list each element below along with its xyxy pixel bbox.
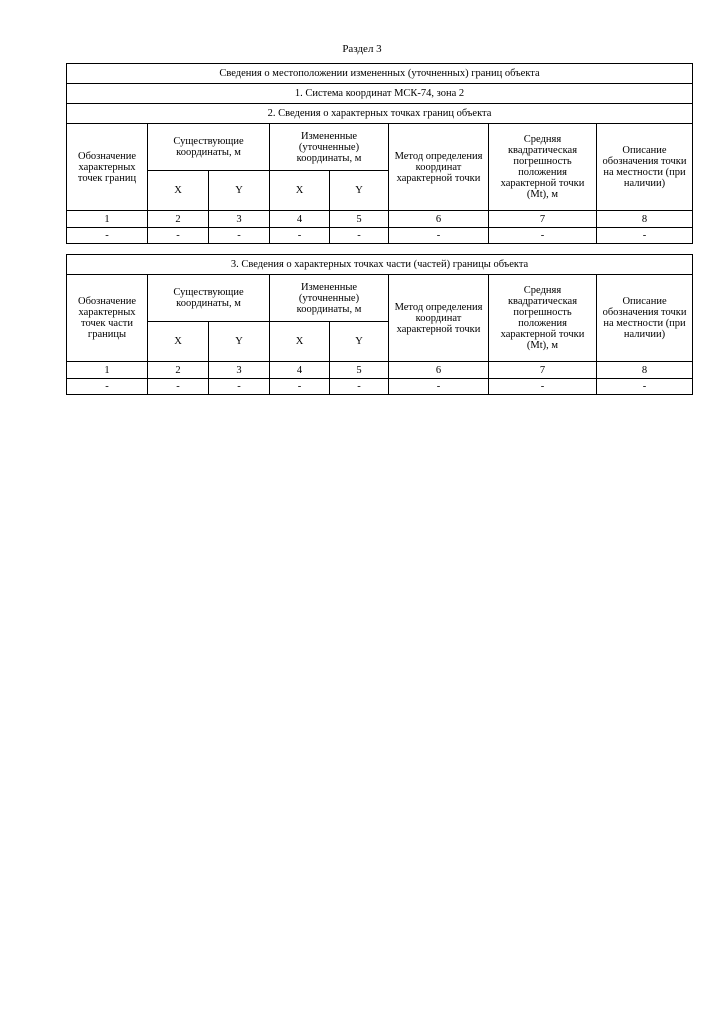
header-changed-coords: Измененные (уточненные) координаты, м	[270, 275, 389, 322]
column-number: 6	[389, 362, 489, 379]
header-method: Метод определения координат характерной точки	[389, 124, 489, 211]
table-cell: -	[67, 228, 148, 244]
subsection-title: 2. Сведения о характерных точках границ объекта	[67, 104, 693, 124]
header-description: Описание обозначения точки на местности (при наличии)	[597, 275, 693, 362]
column-number: 5	[330, 211, 389, 228]
table-cell: -	[489, 228, 597, 244]
table-cell: -	[148, 228, 209, 244]
subsection-title: 3. Сведения о характерных точках части (частей) границы объекта	[67, 255, 693, 275]
column-number: 3	[209, 362, 270, 379]
table-cell: -	[597, 228, 693, 244]
coordinate-system: 1. Система координат МСК-74, зона 2	[67, 84, 693, 104]
table-cell: -	[389, 228, 489, 244]
header-error: Средняя квадратическая погрешность положения характерной точки (Mt), м	[489, 124, 597, 211]
column-number: 6	[389, 211, 489, 228]
header-changed-y: Y	[330, 171, 389, 211]
column-number: 8	[597, 362, 693, 379]
header-existing-x: X	[148, 171, 209, 211]
column-number: 2	[148, 362, 209, 379]
header-changed-x: X	[270, 322, 330, 362]
header-existing-x: X	[148, 322, 209, 362]
table-cell: -	[389, 379, 489, 395]
header-existing-coords: Существующие координаты, м	[148, 124, 270, 171]
header-description: Описание обозначения точки на местности (при наличии)	[597, 124, 693, 211]
header-existing-y: Y	[209, 322, 270, 362]
column-number: 7	[489, 362, 597, 379]
column-number: 3	[209, 211, 270, 228]
header-error: Средняя квадратическая погрешность положения характерной точки (Mt), м	[489, 275, 597, 362]
table-cell: -	[67, 379, 148, 395]
table-cell: -	[148, 379, 209, 395]
table-row	[67, 228, 693, 244]
table-cell: -	[597, 379, 693, 395]
header-method: Метод определения координат характерной точки	[389, 275, 489, 362]
boundary-points-table	[66, 63, 693, 244]
header-designation: Обозначение характерных точек границ	[67, 124, 148, 211]
column-numbers-row	[67, 211, 693, 228]
table-title: Сведения о местоположении измененных (уточненных) границ объекта	[67, 64, 693, 84]
column-number: 5	[330, 362, 389, 379]
table-cell: -	[270, 379, 330, 395]
table-cell: -	[209, 379, 270, 395]
column-number: 2	[148, 211, 209, 228]
header-changed-y: Y	[330, 322, 389, 362]
column-number: 1	[67, 211, 148, 228]
header-changed-x: X	[270, 171, 330, 211]
header-existing-y: Y	[209, 171, 270, 211]
part-boundary-points-table	[66, 254, 693, 395]
table-cell: -	[330, 379, 389, 395]
header-designation: Обозначение характерных точек части границы	[67, 275, 148, 362]
column-numbers-row	[67, 362, 693, 379]
table-cell: -	[270, 228, 330, 244]
table-cell: -	[209, 228, 270, 244]
table-cell: -	[330, 228, 389, 244]
column-number: 1	[67, 362, 148, 379]
column-number: 7	[489, 211, 597, 228]
header-existing-coords: Существующие координаты, м	[148, 275, 270, 322]
section-title: Раздел 3	[342, 43, 382, 55]
table-row	[67, 379, 693, 395]
column-number: 8	[597, 211, 693, 228]
header-changed-coords: Измененные (уточненные) координаты, м	[270, 124, 389, 171]
column-number: 4	[270, 362, 330, 379]
table-cell: -	[489, 379, 597, 395]
column-number: 4	[270, 211, 330, 228]
